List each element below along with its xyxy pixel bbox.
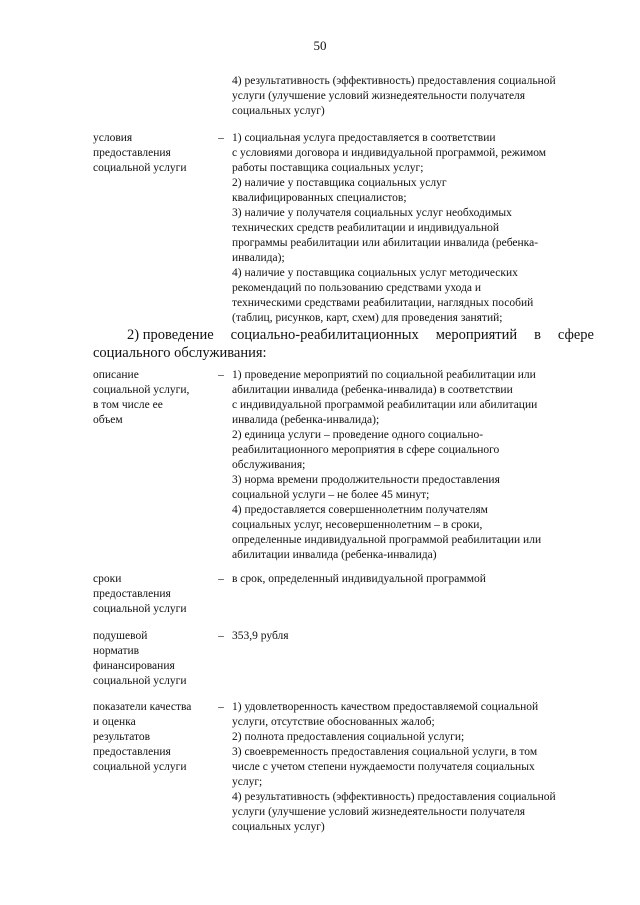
row-dash: –: [218, 701, 224, 713]
label-line: финансирования: [93, 660, 175, 672]
text-line: 4) результативность (эффективность) предоставления социальной: [232, 791, 556, 803]
page-number: 50: [313, 38, 327, 53]
label-line: социальной услуги: [93, 675, 187, 687]
row-text: [232, 131, 594, 326]
label-line: показатели качества: [93, 701, 192, 713]
text-line: техническими средствами реабилитации, наглядных пособий: [232, 297, 534, 309]
section-heading-line1: [93, 326, 594, 344]
row-text: [232, 629, 594, 644]
text-line: 1) социальная услуга предоставляется в соответствии: [232, 132, 496, 144]
row-label: [93, 368, 211, 428]
row-text: [232, 700, 594, 835]
text-line: социальных услуг): [232, 105, 325, 117]
row-text: [232, 368, 594, 563]
text-line: услуг;: [232, 776, 263, 788]
text-line: 4) наличие у поставщика социальных услуг методических: [232, 267, 518, 279]
label-line: социальной услуги,: [93, 384, 190, 396]
heading-word: сфере: [557, 327, 594, 343]
row-text: [232, 572, 594, 587]
heading-word: социально-реабилитационных: [230, 327, 419, 343]
text-line: услуги, отсутствие обоснованных жалоб;: [232, 716, 435, 728]
text-line: в срок, определенный индивидуальной программой: [232, 573, 486, 585]
text-line: технических средств реабилитации и индивидуальной: [232, 222, 500, 234]
label-line: социальной услуги: [93, 162, 187, 174]
label-line: предоставления: [93, 746, 171, 758]
text-line: (таблиц, рисунков, карт, схем) для проведения занятий;: [232, 312, 503, 324]
top-continuation-text: [232, 74, 594, 119]
text-line: 4) предоставляется совершеннолетним получателям: [232, 504, 488, 516]
text-line: 3) норма времени продолжительности предоставления: [232, 474, 500, 486]
text-line: абилитации инвалида (ребенка-инвалида): [232, 549, 437, 561]
text-line: 3) наличие у получателя социальных услуг необходимых: [232, 207, 512, 219]
text-line: 1) удовлетворенность качеством предоставляемой социальной: [232, 701, 539, 713]
text-line: с условиями договора и индивидуальной программой, режимом: [232, 147, 547, 159]
text-line: 2) полнота предоставления социальной услуги;: [232, 731, 465, 743]
text-line: числе с учетом степени нуждаемости получателя социальных: [232, 761, 535, 773]
text-line: определенные индивидуальной программой реабилитации или: [232, 534, 542, 546]
row-dash: –: [218, 630, 224, 642]
label-line: сроки: [93, 573, 122, 585]
row-dash: –: [218, 573, 224, 585]
label-line: подушевой: [93, 630, 148, 642]
label-line: предоставления: [93, 147, 171, 159]
heading-word: в: [534, 327, 541, 343]
label-line: норматив: [93, 645, 140, 657]
text-line: социальных услуг): [232, 821, 325, 833]
text-line: 4) результативность (эффективность) предоставления социальной: [232, 75, 556, 87]
text-line: программы реабилитации или абилитации инвалида (ребенка-: [232, 237, 539, 249]
section-heading-line2: социального обслуживания:: [93, 345, 267, 361]
label-line: и оценка: [93, 716, 136, 728]
label-line: социальной услуги: [93, 761, 187, 773]
label-line: описание: [93, 369, 139, 381]
text-line: абилитации инвалида (ребенка-инвалида) в соответствии: [232, 384, 513, 396]
label-line: в том числе ее: [93, 399, 163, 411]
row-label: [93, 629, 211, 689]
label-line: предоставления: [93, 588, 171, 600]
text-line: социальных услуг, несовершеннолетним – в сроки,: [232, 519, 483, 531]
text-line: реабилитационного мероприятия в сфере социального: [232, 444, 500, 456]
text-line: услуги (улучшение условий жизнедеятельности получателя: [232, 90, 526, 102]
row-label: [93, 572, 211, 617]
row-label: [93, 700, 211, 775]
text-line: обслуживания;: [232, 459, 306, 471]
text-line: услуги (улучшение условий жизнедеятельности получателя: [232, 806, 526, 818]
text-line: рекомендаций по пользованию средствами ухода и: [232, 282, 482, 294]
section-heading: [93, 326, 594, 362]
text-line: квалифицированных специалистов;: [232, 192, 407, 204]
text-line: 3) своевременность предоставления социальной услуги, в том: [232, 746, 538, 758]
row-dash: –: [218, 132, 224, 144]
text-line: с индивидуальной программой реабилитации или абилитации: [232, 399, 538, 411]
label-line: результатов: [93, 731, 151, 743]
text-line: социальной услуги – не более 45 минут;: [232, 489, 430, 501]
text-line: 353,9 рубля: [232, 630, 289, 642]
label-line: социальной услуги: [93, 603, 187, 615]
label-line: объем: [93, 414, 123, 426]
text-line: 2) наличие у поставщика социальных услуг: [232, 177, 447, 189]
text-line: инвалида);: [232, 252, 285, 264]
text-line: работы поставщика социальных услуг;: [232, 162, 424, 174]
label-line: условия: [93, 132, 133, 144]
row-label: [93, 131, 211, 176]
heading-word: мероприятий: [435, 327, 518, 343]
row-dash: –: [218, 369, 224, 381]
text-line: 2) единица услуги – проведение одного социально-: [232, 429, 484, 441]
heading-word: 2) проведение: [127, 327, 214, 343]
text-line: инвалида (ребенка-инвалида);: [232, 414, 380, 426]
text-line: 1) проведение мероприятий по социальной реабилитации или: [232, 369, 536, 381]
